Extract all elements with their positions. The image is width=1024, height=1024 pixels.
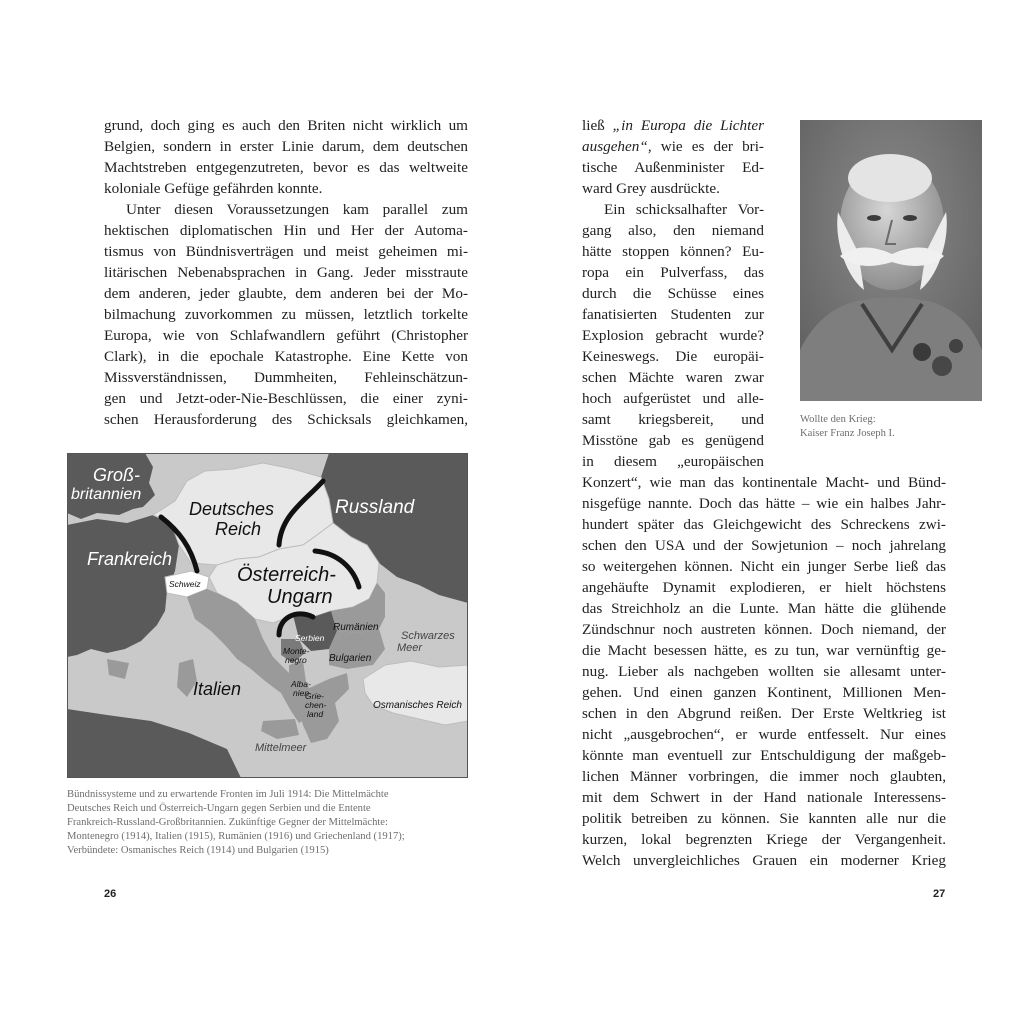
text-line: grund, doch ging es auch den Briten nicht wirklich um xyxy=(104,117,468,134)
text-line: Unter diesen Voraussetzungen kam parallel zum xyxy=(126,201,468,218)
caption-line: Deutsches Reich und Österreich-Ungarn gegen Serbien und die Entente xyxy=(67,803,371,814)
text-line: Europa, wie von Schlafwandlern geführt (Christopher xyxy=(104,327,468,344)
text-line: hundert später das Gleichgewicht des Schreckens zwi- xyxy=(582,516,946,533)
text-span: ließ xyxy=(582,117,613,134)
eye-left xyxy=(867,215,881,221)
text-line: samt kriegsbereit, und xyxy=(582,411,764,428)
map-label-austria-hungary: Österreich- xyxy=(237,564,336,586)
text-line: ward Grey ausdrückte. xyxy=(582,180,720,197)
map-label-montenegro: Monte- xyxy=(283,646,310,656)
portrait-caption: Kaiser Franz Joseph I. xyxy=(800,428,895,439)
map-label-bulgaria: Bulgarien xyxy=(329,653,372,664)
text-line: Machtstreben entgegenzutreten, bevor es das weltweite xyxy=(104,159,468,176)
text-line: lichen Männer vorbringen, die immer noch glaubten, xyxy=(582,768,946,785)
text-span: , wie es der bri- xyxy=(647,138,764,155)
text-line: politik betreiben zu können. Sie kannten alle nur die xyxy=(582,810,946,827)
map-label-italy: Italien xyxy=(193,679,242,699)
map-label-greece: land xyxy=(307,709,324,719)
text-line: tismus von Bündnisverträgen und meist geheimen mi- xyxy=(104,243,468,260)
text-line: könnte man eventuell zur Entschuldigung der maßgeb- xyxy=(582,747,946,764)
map-label-ottoman-empire: Osmanisches Reich xyxy=(373,700,462,711)
map-label-albania: Alba- xyxy=(291,679,311,689)
caption-line: Bündnissysteme und zu erwartende Fronten im Juli 1914: Die Mittelmächte xyxy=(67,789,389,800)
text-line: Zündschnur noch austreten können. Doch niemand, der xyxy=(582,621,946,638)
text-line: durch die Schüsse eines xyxy=(582,285,764,302)
page-number: 26 xyxy=(104,888,117,900)
text-line: schen den USA und der Sowjetunion – noch jahrelang xyxy=(582,537,946,554)
text-line: Missverständnissen, Dummheiten, Fehleinschätzun- xyxy=(104,369,468,386)
text-line: das Streichholz an die Lunte. Man hätte die glühende xyxy=(582,600,946,617)
text-line: hätte stoppen können? Eu- xyxy=(582,243,764,260)
map-label-france: Frankreich xyxy=(87,549,173,569)
portrait-caption: Wollte den Krieg: xyxy=(800,414,876,425)
text-line: fanatisierten Studenten zur xyxy=(582,306,764,323)
caption-line: Montenegro (1914), Italien (1915), Rumänien (1916) und Griechenland (1917); xyxy=(67,831,405,842)
bald-head-highlight xyxy=(848,154,932,202)
text-line: mit dem Schwert in der Hand nationale Interessens- xyxy=(582,789,946,806)
map-label-german-empire: Reich xyxy=(215,519,262,539)
text-line: angehäufte Dynamit explodieren, er hielt höchstens xyxy=(582,579,946,596)
map-label-black-sea: Meer xyxy=(397,642,423,654)
map-label-montenegro: negro xyxy=(285,655,307,665)
text-line: Explosion gebracht wurde? xyxy=(582,327,764,344)
text-line: dem anderen, jeder glaubte, dem anderen bei der Mo- xyxy=(104,285,468,302)
text-line: in diesem „europäischen xyxy=(582,453,764,470)
text-line: nicht „ausgebrochen“, er wurde entfesselt. Nur eines xyxy=(582,726,946,743)
map-label-greece: chen- xyxy=(305,700,327,710)
europe-1914-map xyxy=(67,453,468,778)
quote-italic: ausgehen“ xyxy=(582,138,648,155)
text-line: Belgien, sondern in erster Linie darum, dem deutschen xyxy=(104,138,468,155)
text-line xyxy=(582,136,764,157)
text-line: tische Außenminister Ed- xyxy=(582,159,764,176)
map-label-serbia: Serbien xyxy=(295,633,325,643)
map-label-great-britain: britannien xyxy=(71,486,142,503)
text-line: kurzen, lokal begrenzten Kriege der Vergangenheit. xyxy=(582,831,946,848)
map-label-switzerland: Schweiz xyxy=(169,579,201,589)
text-line: Clark), in die epochale Katastrophe. Eine Kette von xyxy=(104,348,468,365)
map-label-russia: Russland xyxy=(335,497,415,518)
text-line: gehen. Und einen ganzen Kontinent, Millionen Men- xyxy=(582,684,946,701)
text-line: ropa ein Pulverfass, das xyxy=(582,264,764,281)
map-label-austria-hungary: Ungarn xyxy=(267,586,333,608)
text-line: hoch aufgerüstet und alle- xyxy=(582,390,764,407)
caption-line: Verbündete: Osmanisches Reich (1914) und Bulgarien (1915) xyxy=(67,845,329,856)
text-line: bilmachung zuvorkommen zu müssen, letztlich torkelte xyxy=(104,306,468,323)
text-line: Konzert“, wie man das kontinentale Macht- und Bünd- xyxy=(582,474,946,491)
text-line: Misstöne gab es genügend xyxy=(582,432,764,449)
text-line: gang also, den niemand xyxy=(582,222,764,239)
medal-shape xyxy=(949,339,963,353)
text-line: Welch unvergleichliches Grauen ein moderner Krieg xyxy=(582,852,946,869)
text-line: koloniale Gefüge gefährden konnte. xyxy=(104,180,323,197)
text-line: nisgefüge nannte. Doch das hätte – wie ein halbes Jahr- xyxy=(582,495,946,512)
text-line: litärischen Nebenabsprachen in Gang. Jeder misstraute xyxy=(104,264,468,281)
text-line: schen Herausforderung des Schicksals gleichkamen, xyxy=(104,411,468,428)
map-label-great-britain: Groß- xyxy=(93,465,140,485)
text-line: Ein schicksalhafter Vor- xyxy=(604,201,764,218)
map-label-albania: nien xyxy=(293,688,310,698)
caption-line: Frankreich-Russland-Großbritannien. Zukünftige Gegner der Mittelmächte: xyxy=(67,817,388,828)
medal-shape xyxy=(913,343,931,361)
map-label-mediterranean: Mittelmeer xyxy=(255,742,307,754)
text-line: so weitergehen können. Nicht ein junger Serbe ließ das xyxy=(582,558,946,575)
text-line: gen und Jetzt-oder-Nie-Beschlüssen, die einer zyni- xyxy=(104,390,468,407)
text-line: die Macht besessen hätte, es zu tun, war vernünftig ge- xyxy=(582,642,946,659)
text-line: schen Mächte waren zwar xyxy=(582,369,764,386)
map-label-german-empire: Deutsches xyxy=(189,499,275,519)
medal-shape xyxy=(932,356,952,376)
text-line: hektischen diplomatischen Hin und Her der Automa- xyxy=(104,222,468,239)
quote-italic: „in Europa die Lichter xyxy=(612,117,765,134)
page-number: 27 xyxy=(933,888,946,900)
map-label-romania: Rumänien xyxy=(333,622,379,633)
portrait-photo xyxy=(800,120,982,401)
map-label-greece: Grie- xyxy=(305,691,324,701)
eye-right xyxy=(903,215,917,221)
text-line: nug. Lieber als nachgeben wollten sie allesamt unter- xyxy=(582,663,946,680)
text-line: Keineswegs. Die europäi- xyxy=(582,348,764,365)
text-line: schen in den Abgrund reißen. Der Erste Weltkrieg ist xyxy=(582,705,946,722)
text-line xyxy=(582,115,764,136)
map-label-black-sea: Schwarzes xyxy=(401,630,455,642)
